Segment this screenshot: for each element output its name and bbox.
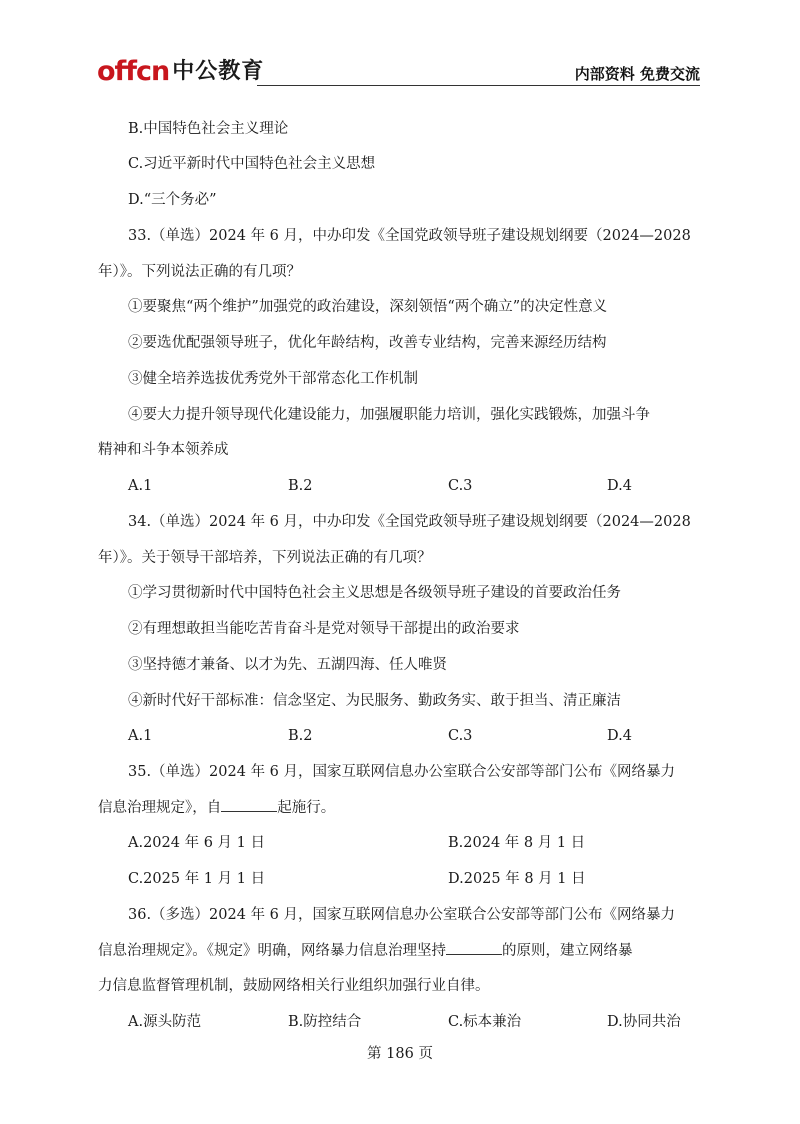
q33-option-c: C.3 <box>448 478 473 494</box>
q35-option-d: D.2025 年 8 月 1 日 <box>448 871 586 887</box>
q33-option-b: B.2 <box>288 478 313 494</box>
q34-item-1: ①学习贯彻新时代中国特色社会主义思想是各级领导班子建设的首要政治任务 <box>128 585 621 601</box>
q36-stem-line3: 力信息监督管理机制，鼓励网络相关行业组织加强行业自律。 <box>98 978 490 994</box>
q35-option-c: C.2025 年 1 月 1 日 <box>128 871 266 887</box>
page-header <box>97 58 700 86</box>
offcn-logo <box>97 58 264 86</box>
q35-option-b: B.2024 年 8 月 1 日 <box>448 835 586 851</box>
q35-stem-line2 <box>98 797 335 819</box>
q33-item-4: ④要大力提升领导现代化建设能力，加强履职能力培训，强化实践锻炼，加强斗争 <box>128 407 650 423</box>
q33-item-4-cont: 精神和斗争本领养成 <box>98 442 229 458</box>
q35-stem-line1: 35.（单选）2024 年 6 月，国家互联网信息办公室联合公安部等部门公布《网络暴力 <box>128 764 676 780</box>
prev-option-c: C.习近平新时代中国特色社会主义思想 <box>128 156 376 172</box>
page-number: 第 186 页 <box>367 1046 433 1062</box>
q36-stem-line2 <box>98 940 633 962</box>
q35-option-a: A.2024 年 6 月 1 日 <box>128 835 265 851</box>
q34-item-3: ③坚持德才兼备、以才为先、五湖四海、任人唯贤 <box>128 657 447 673</box>
q34-stem-line2: 年）》。关于领导干部培养，下列说法正确的有几项？ <box>98 550 432 566</box>
prev-option-b: B.中国特色社会主义理论 <box>128 121 289 137</box>
q35-stem-line2-post: 起施行。 <box>277 800 336 816</box>
q36-stem-line2-post: 的原则，建立网络暴 <box>502 943 633 959</box>
q33-option-a: A.1 <box>128 478 153 494</box>
q33-item-1: ①要聚焦“两个维护”加强党的政治建设，深刻领悟“两个确立”的决定性意义 <box>128 299 608 315</box>
q33-item-2: ②要选优配强领导班子，优化年龄结构，改善专业结构，完善来源经历结构 <box>128 335 607 351</box>
prev-option-d: D.“三个务必” <box>128 192 217 208</box>
q36-option-d: D.协同共治 <box>607 1014 681 1030</box>
q33-option-d: D.4 <box>607 478 632 494</box>
q34-option-a: A.1 <box>128 728 153 744</box>
header-tagline: 内部资料 免费交流 <box>574 65 700 83</box>
q34-item-4: ④新时代好干部标准：信念坚定、为民服务、勤政务实、敢于担当、清正廉洁 <box>128 693 621 709</box>
q36-option-c: C.标本兼治 <box>448 1014 522 1030</box>
q34-option-b: B.2 <box>288 728 313 744</box>
q34-option-c: C.3 <box>448 728 473 744</box>
q34-option-d: D.4 <box>607 728 632 744</box>
q34-stem-line1: 34.（单选）2024 年 6 月，中办印发《全国党政领导班子建设规划纲要（2024—2028 <box>128 514 691 530</box>
q36-option-b: B.防控结合 <box>288 1014 362 1030</box>
q34-item-2: ②有理想敢担当能吃苦肯奋斗是党对领导干部提出的政治要求 <box>128 621 520 637</box>
q33-stem-line2: 年）》。下列说法正确的有几项？ <box>98 264 301 280</box>
header-rule <box>257 85 700 86</box>
q36-stem-line1: 36.（多选）2024 年 6 月，国家互联网信息办公室联合公安部等部门公布《网络暴力 <box>128 907 676 923</box>
q33-stem-line1: 33.（单选）2024 年 6 月，中办印发《全国党政领导班子建设规划纲要（2024—2028 <box>128 228 691 244</box>
q33-item-3: ③健全培养选拔优秀党外干部常态化工作机制 <box>128 371 418 387</box>
logo-cn-text: 中公教育 <box>172 59 265 84</box>
q36-answer-blank <box>446 940 502 955</box>
logo-en-text: offcn <box>97 56 170 87</box>
q36-option-a: A.源头防范 <box>128 1014 202 1030</box>
q35-answer-blank <box>221 797 277 812</box>
q35-stem-line2-pre: 信息治理规定》，自 <box>98 800 222 816</box>
q36-stem-line2-pre: 信息治理规定》。《规定》明确，网络暴力信息治理坚持 <box>98 943 446 959</box>
